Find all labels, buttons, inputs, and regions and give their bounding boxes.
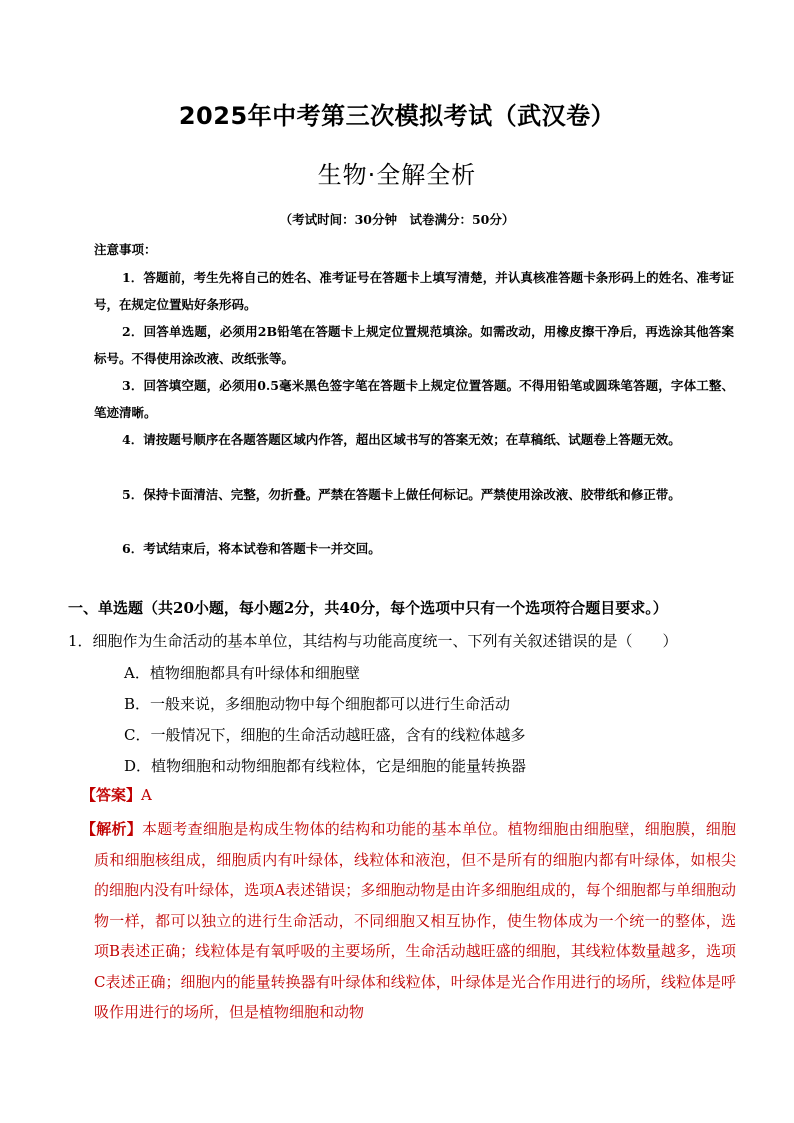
notice-item-5: 5．保持卡面清洁、完整，勿折叠。严禁在答题卡上做任何标记。严禁使用涂改液、胶带纸和修正带。 — [122, 487, 681, 502]
option-d: D．植物细胞和动物细胞都有线粒体，它是细胞的能量转换器 — [124, 757, 527, 775]
notice-item-4: 4．请按题号顺序在各题答题区域内作答，超出区域书写的答案无效；在草稿纸、试题卷上答题无效。 — [122, 432, 681, 447]
section-heading: 一、单选题（共20小题，每小题2分，共40分，每个选项中只有一个选项符合题目要求。） — [68, 599, 668, 617]
option-a: A．植物细胞都具有叶绿体和细胞壁 — [124, 664, 360, 682]
notice-item-2: 2．回答单选题，必须用2B铅笔在答题卡上规定位置规范填涂。如需改动，用橡皮擦干净后，再选涂其他答案标号。不得使用涂改液、改纸张等。 — [94, 324, 734, 366]
page-subtitle: 生物·全解全析 — [317, 161, 477, 189]
question-stem: 1．细胞作为生命活动的基本单位，其结构与功能高度统一、下列有关叙述错误的是（ ） — [68, 632, 678, 650]
option-c: C．一般情况下，细胞的生命活动越旺盛，含有的线粒体越多 — [124, 726, 526, 744]
page-title: 2025年中考第三次模拟考试（武汉卷） — [178, 102, 616, 130]
exam-info: （考试时间：30分钟 试卷满分：50分） — [279, 212, 515, 227]
analysis-text: 本题考查细胞是构成生物体的结构和功能的基本单位。植物细胞由细胞壁，细胞膜，细胞质和细胞核组成，细胞质内有叶绿体，线粒体和液泡，但不是所有的细胞内都有叶绿体，如根尖的细胞内没有叶绿体，选项A表述错误；多细胞动物是由许多细胞组成的，每个细胞都与单细胞动物一样，都可以独立的进行生命活动，不同细胞又相互协作，使生物体成为一个统一的整体，选项B表述正确；线粒体是有氧呼吸的主要场所，生命活动越旺盛的细胞，其线粒体数量越多，选项C表述正确；细胞内的能量转换器有叶绿体和线粒体，叶绿体是光合作用进行的场所，线粒体是呼吸作用进行的场所，但是植物细胞和动物 — [94, 820, 736, 1021]
analysis-paragraph — [81, 814, 736, 1028]
option-b: B．一般来说，多细胞动物中每个细胞都可以进行生命活动 — [124, 695, 511, 713]
notice-heading: 注意事项： — [94, 242, 157, 257]
notice-item-3: 3．回答填空题，必须用0.5毫米黑色签字笔在答题卡上规定位置答题。不得用铅笔或圆珠笔答题，字体工整、笔迹清晰。 — [94, 378, 734, 420]
answer-value: A — [141, 786, 152, 804]
notice-item-1: 1．答题前，考生先将自己的姓名、准考证号在答题卡上填写清楚，并认真核准答题卡条形码上的姓名、准考证号，在规定位置贴好条形码。 — [94, 270, 734, 312]
notice-item-6: 6．考试结束后，将本试卷和答题卡一并交回。 — [122, 541, 381, 556]
answer-tag: 【答案】 — [81, 786, 142, 804]
answer-line — [81, 784, 152, 805]
analysis-tag: 【解析】 — [81, 820, 142, 838]
